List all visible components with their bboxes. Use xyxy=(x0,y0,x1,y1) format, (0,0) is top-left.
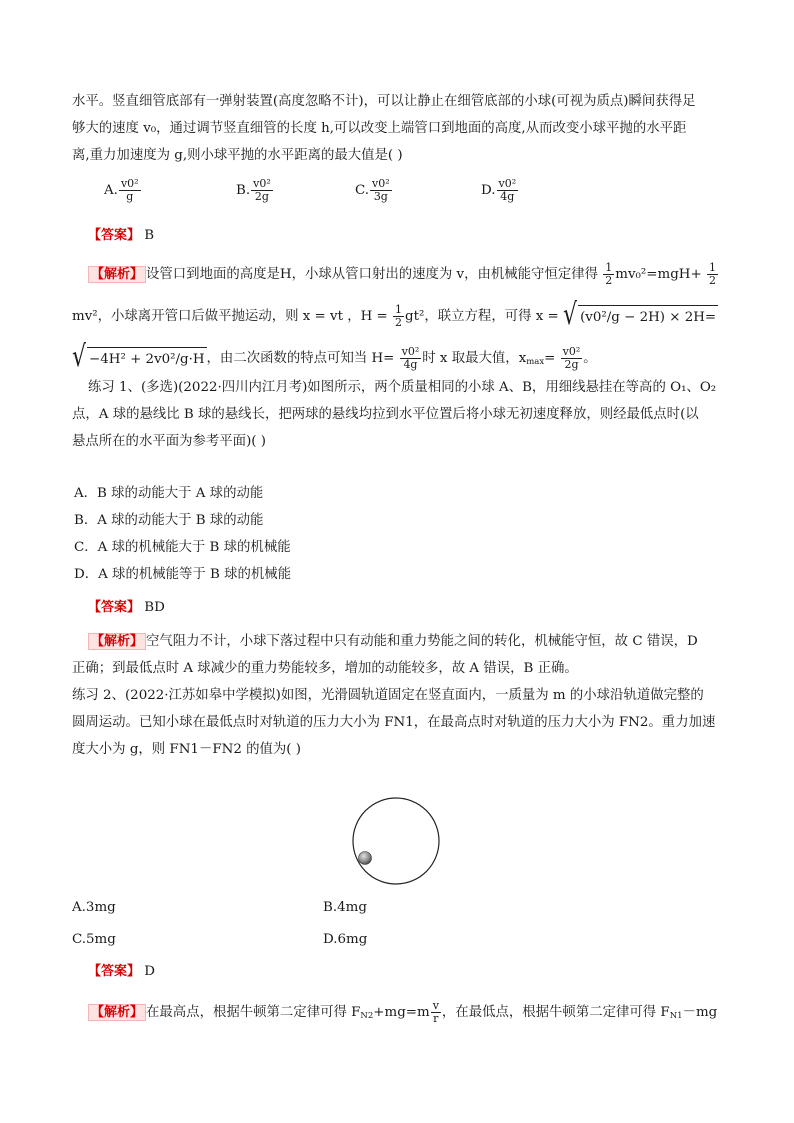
answer-value: BD xyxy=(144,600,165,615)
fraction: $\frac{\text{v0²}}{4g}$ xyxy=(498,177,517,203)
q1-stem-line3: 悬点所在的水平面为参考平面)( ) xyxy=(72,434,267,449)
q2-analysis-line1: 【解析】 在最高点，根据牛顿第二定律可得 $F_{N2}+mg=m$ $\frac{v}{r}$ ，在最低点，根据牛顿第二定律可得 $F_{N1}-mg$ xyxy=(88,1000,724,1022)
fraction: $\frac{\text{v0²}}{3g}$ xyxy=(372,177,390,203)
q0-analysis-line3: √ −4H² + 2v0²/g·H ，由二次函数的特点可知当 H= $\frac{\text{v0²}}{4g}$ 时 x 取最大值，$x_{max}=$ $\frac{\text{v0²}}{2g}$ 。 xyxy=(72,340,597,375)
q2-stem-line1: 练习 2、(2022·江苏如皋中学模拟)如图，光滑圆轨道固定在竖直面内，一质量为 m 的小球沿轨道做完整的 xyxy=(72,688,704,703)
sqrt-expression: √ (v0²/g − 2H) × 2H= xyxy=(563,298,717,333)
q2-answer xyxy=(88,962,724,984)
sqrt-expression: √ −4H² + 2v0²/g·H xyxy=(72,340,205,375)
fraction: $\frac{1}{2}$ xyxy=(708,261,716,287)
fraction: $\frac{1}{2}$ xyxy=(395,303,403,329)
q1-option-b: B．A 球的动能大于 B 球的动能 xyxy=(74,513,264,528)
fraction: $\frac{\text{v0²}}{2g}$ xyxy=(253,177,271,203)
fraction: $\frac{1}{2}$ xyxy=(605,261,613,287)
q0-option-c: C. $\frac{\text{v0²}}{3g}$ xyxy=(355,177,390,203)
q2-option-d: D.6mg xyxy=(323,932,368,947)
q0-stem-line2: 够大的速度 v₀，通过调节竖直细管的长度 h,可以改变上端管口到地面的高度,从而改变小球平抛的水平距 xyxy=(72,121,687,136)
ball xyxy=(359,852,372,865)
q2-option-b: B.4mg xyxy=(323,900,367,915)
fraction: $\frac{v}{r}$ xyxy=(432,999,439,1025)
q0-option-b: B. $\frac{\text{v0²}}{2g}$ xyxy=(236,177,271,203)
q1-answer xyxy=(88,598,724,620)
fraction: $\frac{\text{v0²}}{g}$ xyxy=(120,177,139,203)
fraction: $\frac{\text{v0²}}{4g}$ xyxy=(401,345,420,371)
q2-stem-line2: 圆周运动。已知小球在最低点时对轨道的压力大小为 FN1，在最高点时对轨道的压力大小为 FN2。重力加速 xyxy=(72,715,716,730)
circular-track-figure xyxy=(350,795,442,887)
analysis-tag: 【解析】 xyxy=(88,1004,146,1021)
answer-tag: 【答案】 xyxy=(88,964,141,979)
q0-analysis-line1: 【解析】 设管口到地面的高度是H，小球从管口射出的速度为 v，由机械能守恒定律得 $\frac{1}{2}$ mv₀²=mgH+ $\frac{1}{2}$ xyxy=(88,262,724,284)
q0-option-d: D. $\frac{\text{v0²}}{4g}$ xyxy=(481,177,517,203)
analysis-tag: 【解析】 xyxy=(88,266,146,283)
q1-option-c: C．A 球的机械能大于 B 球的机械能 xyxy=(74,540,291,555)
q1-option-d: D．A 球的机械能等于 B 球的机械能 xyxy=(74,567,292,582)
q0-answer xyxy=(88,226,724,248)
q1-stem-line1: 练习 1、(多选)(2022·四川内江月考)如图所示，两个质量相同的小球 A、B，用细线悬挂在等高的 O₁、O₂ xyxy=(88,380,717,395)
circular-track xyxy=(353,798,439,884)
q0-stem-line3: 离,重力加速度为 g,则小球平抛的水平距离的最大值是( ) xyxy=(72,148,403,163)
q0-stem-line1: 水平。竖直细管底部有一弹射装置(高度忽略不计)，可以让静止在细管底部的小球(可视为质点)瞬间获得足 xyxy=(72,94,696,109)
fraction: $\frac{\text{v0²}}{2g}$ xyxy=(562,345,581,371)
q1-stem-line2: 点，A 球的悬线比 B 球的悬线长，把两球的悬线均拉到水平位置后将小球无初速度释放，则经最低点时(以 xyxy=(72,407,699,422)
q0-analysis-line2: mv²，小球离开管口后做平抛运动，则 x = vt ，H = $\frac{1}{2}$ gt²，联立方程，可得 x = √ (v0²/g − 2H) × 2H= xyxy=(72,298,717,333)
q2-stem-line3: 度大小为 g，则 FN1－FN2 的值为( ) xyxy=(72,742,302,757)
answer-tag: 【答案】 xyxy=(88,228,141,243)
q0-option-a: A. $\frac{\text{v0²}}{g}$ xyxy=(104,177,139,203)
q1-analysis-line1: 【解析】 空气阻力不计，小球下落过程中只有动能和重力势能之间的转化，机械能守恒，故 C 错误，D xyxy=(88,632,724,654)
answer-value: B xyxy=(144,228,155,243)
answer-value: D xyxy=(144,964,156,979)
answer-tag: 【答案】 xyxy=(88,600,141,615)
q1-analysis-line2: 正确；到最低点时 A 球减少的重力势能较多，增加的动能较多，故 A 错误，B 正确。 xyxy=(72,661,578,676)
q2-option-c: C.5mg xyxy=(72,932,116,947)
q1-option-a: A．B 球的动能大于 A 球的动能 xyxy=(74,486,264,501)
q2-option-a: A.3mg xyxy=(72,900,116,915)
analysis-tag: 【解析】 xyxy=(88,633,146,650)
